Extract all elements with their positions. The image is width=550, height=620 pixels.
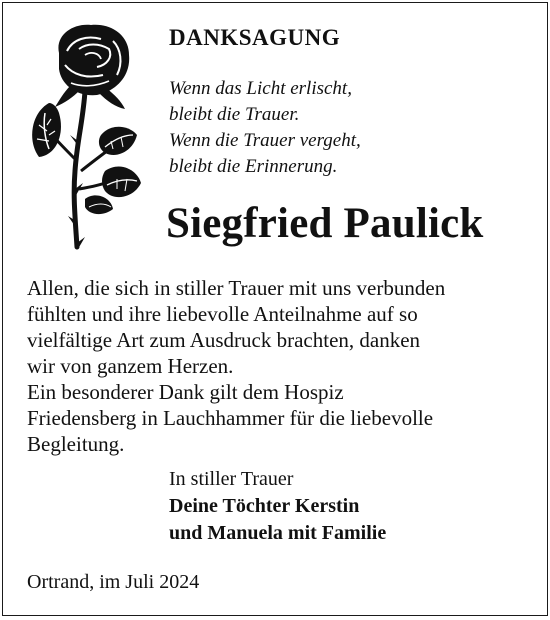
rose-icon bbox=[25, 21, 143, 253]
body-line: fühlten und ihre liebevolle Anteilnahme auf so bbox=[27, 302, 418, 326]
signature-line: und Manuela mit Familie bbox=[169, 522, 387, 544]
place-date: Ortrand, im Juli 2024 bbox=[27, 571, 200, 593]
body-line: Friedensberg in Lauchhammer für die liebevolle bbox=[27, 406, 434, 430]
thank-you-text bbox=[27, 275, 537, 457]
body-line: vielfältige Art zum Ausdruck brachten, danken bbox=[27, 328, 421, 352]
signature-block bbox=[169, 466, 386, 547]
deceased-name: Siegfried Paulick bbox=[166, 200, 484, 247]
body-line: Allen, die sich in stiller Trauer mit uns verbunden bbox=[27, 276, 446, 300]
body-line: Begleitung. bbox=[27, 432, 125, 456]
notice-heading: DANKSAGUNG bbox=[169, 25, 341, 50]
poem-line: bleibt die Erinnerung. bbox=[169, 156, 338, 177]
body-line: Ein besonderer Dank gilt dem Hospiz bbox=[27, 380, 344, 404]
body-line: wir von ganzem Herzen. bbox=[27, 354, 234, 378]
poem-line: bleibt die Trauer. bbox=[169, 104, 300, 125]
obituary-notice bbox=[2, 2, 548, 616]
poem-line: Wenn das Licht erlischt, bbox=[169, 78, 352, 99]
poem-line: Wenn die Trauer vergeht, bbox=[169, 130, 361, 151]
signature-intro: In stiller Trauer bbox=[169, 468, 294, 490]
signature-line: Deine Töchter Kerstin bbox=[169, 495, 360, 517]
poem bbox=[169, 76, 361, 180]
